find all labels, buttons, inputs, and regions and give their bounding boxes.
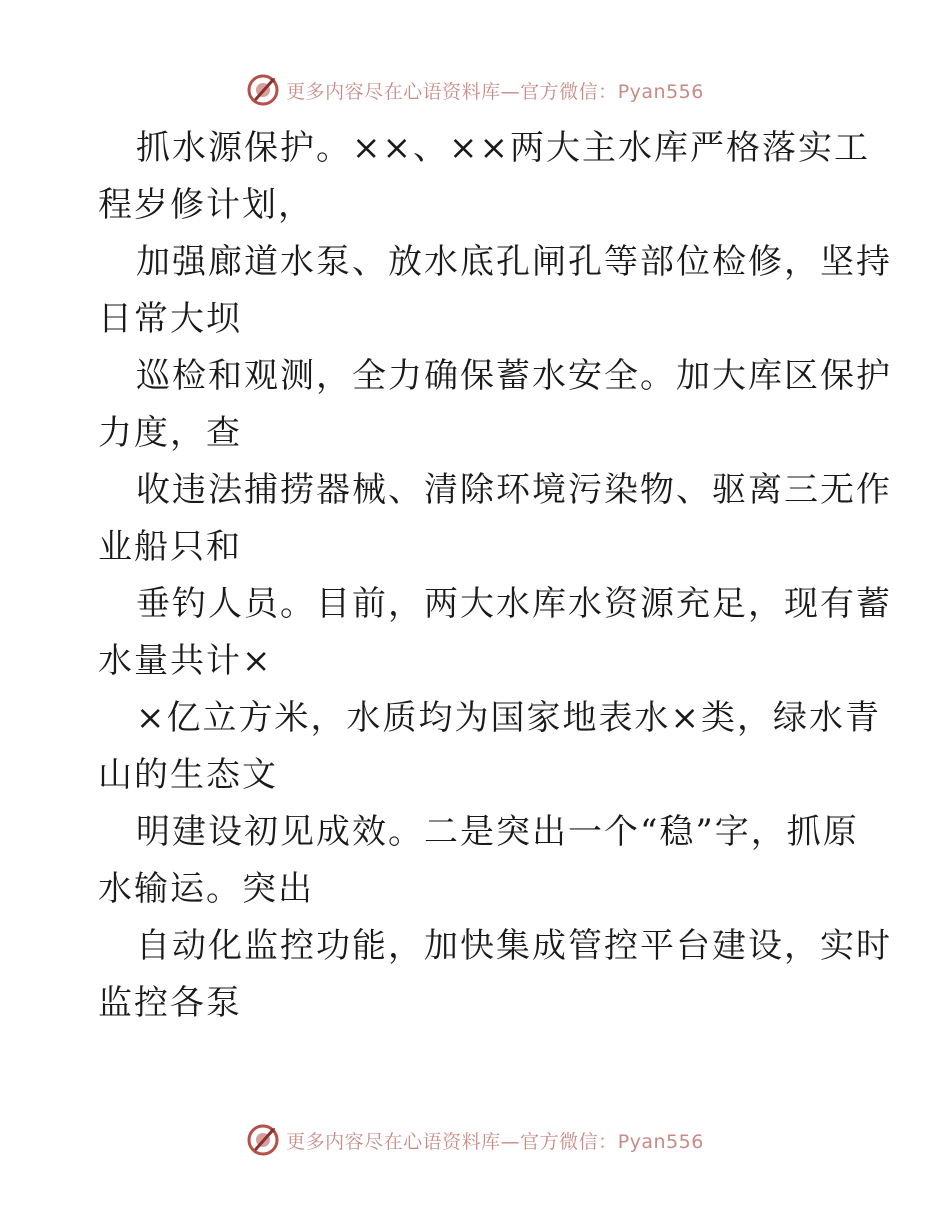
banner-text: [286, 1127, 704, 1154]
paragraph: [98, 804, 858, 918]
paragraph: [98, 462, 892, 576]
banner-wechat-id: Pyan556: [617, 1130, 704, 1153]
logo-icon: [246, 73, 280, 107]
paragraph-line: 抓水源保护。××、××两大主水库严格落实工: [136, 128, 870, 168]
header-banner: [0, 70, 950, 110]
document-body: [98, 120, 892, 1032]
footer-banner: [0, 1120, 950, 1160]
banner-wechat-label: 官方微信：: [520, 80, 618, 103]
paragraph-line: 垂钓人员。目前，两大水库水资源充足，现有蓄: [136, 584, 892, 624]
paragraph-continuation: 力度，查: [98, 413, 242, 453]
logo-icon: [246, 1123, 280, 1157]
paragraph-continuation: 日常大坝: [98, 299, 242, 339]
paragraph: [98, 576, 892, 690]
banner-dash: —: [500, 80, 521, 103]
paragraph-line: 明建设初见成效。二是突出一个“稳”字，抓原: [136, 812, 859, 852]
paragraph-continuation: 业船只和: [98, 527, 242, 567]
paragraph-continuation: 程岁修计划，: [98, 185, 314, 225]
paragraph-line: 加强廊道水泵、放水底孔闸孔等部位检修，坚持: [136, 242, 892, 282]
paragraph-line: 收违法捕捞器械、清除环境污染物、驱离三无作: [136, 470, 892, 510]
paragraph-continuation: 水输运。突出: [98, 869, 314, 909]
paragraph-line: 巡检和观测，全力确保蓄水安全。加大库区保护: [136, 356, 892, 396]
paragraph-continuation: 水量共计×: [98, 641, 273, 681]
banner-site: 更多内容尽在心语资料库: [286, 1130, 501, 1153]
paragraph-line: ×亿立方米，水质均为国家地表水×类，绿水青: [136, 698, 881, 738]
banner-wechat-id: Pyan556: [617, 80, 704, 103]
banner-wechat-label: 官方微信：: [520, 1130, 618, 1153]
paragraph: [98, 234, 892, 348]
paragraph: [98, 348, 892, 462]
paragraph-line: 自动化监控功能，加快集成管控平台建设，实时: [136, 926, 892, 966]
banner-text: [286, 77, 704, 104]
paragraph-continuation: 监控各泵: [98, 983, 242, 1023]
paragraph: [98, 690, 881, 804]
paragraph-continuation: 山的生态文: [98, 755, 278, 795]
paragraph: [98, 120, 870, 234]
banner-dash: —: [500, 1130, 521, 1153]
banner-site: 更多内容尽在心语资料库: [286, 80, 501, 103]
paragraph: [98, 918, 892, 1032]
